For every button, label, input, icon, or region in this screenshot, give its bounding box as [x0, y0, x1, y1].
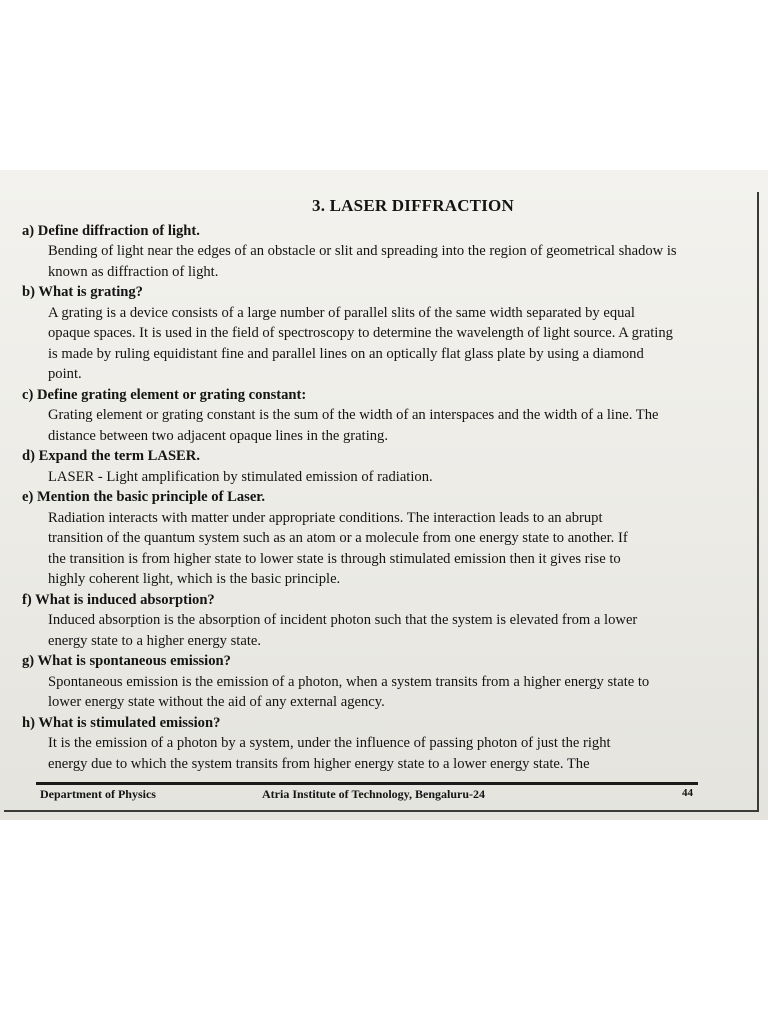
- section-d: [22, 446, 752, 487]
- section-g: [22, 651, 752, 713]
- page-number: 44: [682, 787, 693, 799]
- question-heading: h) What is stimulated emission?: [22, 714, 221, 731]
- question-heading: d) Expand the term LASER.: [22, 448, 200, 464]
- question-heading: c) Define grating element or grating constant:: [22, 386, 307, 403]
- answer-text: Grating element or grating constant is the sum of the width of an interspaces and the width of a line. The distance between two adjacent opaque lines in the grating.: [48, 407, 659, 444]
- question-heading: a) Define diffraction of light.: [22, 222, 200, 239]
- answer-text: A grating is a device consists of a large number of parallel slits of the same width separated by equal opaque spaces. It is used in the field of spectroscopy to determine the wavelength of light source. A grating is made by ruling equidistant fine and parallel lines on an optically flat glass plate by using a diamond point.: [48, 304, 673, 382]
- section-e: [22, 487, 752, 590]
- answer-text: LASER - Light amplification by stimulated emission of radiation.: [48, 468, 433, 485]
- footer-institute: Atria Institute of Technology, Bengaluru-24: [262, 787, 486, 801]
- section-c: [22, 385, 752, 447]
- section-a: [22, 221, 752, 283]
- page-right-border: [757, 192, 759, 812]
- question-heading: g) What is spontaneous emission?: [22, 653, 231, 669]
- question-heading: b) What is grating?: [22, 284, 143, 300]
- section-h: [22, 713, 752, 775]
- footer-divider: [36, 782, 698, 785]
- answer-text: Bending of light near the edges of an obstacle or slit and spreading into the region of geometrical shadow is known as diffraction of light.: [48, 243, 677, 280]
- answer-text: It is the emission of a photon by a system, under the influence of passing photon of just the right energy due to which the system transits from higher energy state to a lower energy state. The: [48, 735, 611, 772]
- section-f: [22, 590, 752, 652]
- footer-department: Department of Physics: [40, 787, 156, 801]
- document-body: [22, 196, 752, 774]
- answer-text: Induced absorption is the absorption of incident photon such that the system is elevated from a lower energy state to a higher energy state.: [48, 612, 638, 649]
- section-b: [22, 282, 752, 385]
- answer-text: Radiation interacts with matter under appropriate conditions. The interaction leads to an abrupt transition of the quantum system such as an atom or a molecule from one energy state to another. If the transition is from higher state to lower state is through stimulated emission then it gives rise to highly coherent light, which is the basic principle.: [48, 509, 628, 587]
- page-bottom-border: [4, 810, 759, 812]
- question-heading: f) What is induced absorption?: [22, 591, 215, 608]
- answer-text: Spontaneous emission is the emission of a photon, when a system transits from a higher energy state to lower energy state without the aid of any external agency.: [48, 673, 650, 710]
- question-heading: e) Mention the basic principle of Laser.: [22, 489, 266, 505]
- page-title: 3. LASER DIFFRACTION: [312, 196, 514, 215]
